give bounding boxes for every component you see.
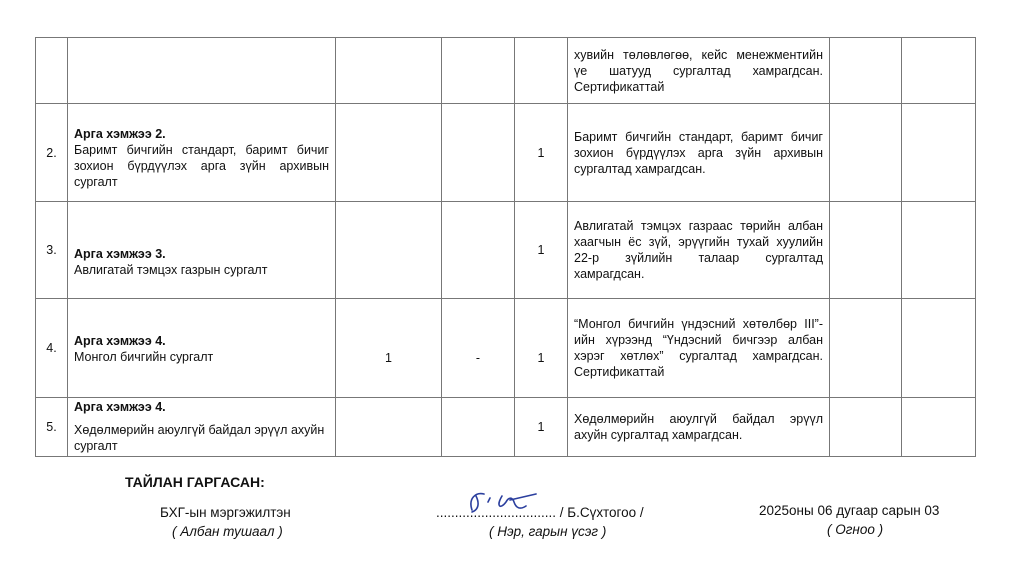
- empty-cell: [830, 38, 902, 104]
- value-cell: [336, 104, 442, 202]
- activity-cell: [68, 398, 336, 457]
- empty-cell: [830, 299, 902, 398]
- activity-title: Арга хэмжээ 3.: [74, 247, 166, 261]
- activity-cell: [68, 38, 336, 104]
- table-row: [36, 202, 976, 299]
- position-text: БХГ-ын мэргэжилтэн: [160, 505, 291, 520]
- row-number: [36, 38, 68, 104]
- row-number: 5.: [36, 398, 68, 457]
- position-label: ( Албан тушаал ): [172, 524, 283, 539]
- report-date: 2025оны 06 дугаар сарын 03: [759, 503, 940, 518]
- activity-description: Авлигатай тэмцэх газрын сургалт: [74, 263, 268, 277]
- value-cell: 1: [515, 398, 568, 457]
- table-row: [36, 104, 976, 202]
- result-cell: Баримт бичгийн стандарт, баримт бичиг зохион бүрдүүлэх арга зүйн архивын сургалтад хамрагдсан.: [568, 104, 830, 202]
- value-cell: [442, 104, 515, 202]
- table-row: [36, 398, 976, 457]
- activity-description: Хөдөлмөрийн аюулгүй байдал эрүүл ахуйн сургалт: [74, 423, 325, 453]
- signature-label: ( Нэр, гарын үсэг ): [489, 524, 607, 539]
- row-number: 4.: [36, 299, 68, 398]
- value-cell: [442, 398, 515, 457]
- activity-cell: [68, 202, 336, 299]
- report-table: [35, 37, 976, 457]
- value-cell: 1: [515, 104, 568, 202]
- report-by-heading: ТАЙЛАН ГАРГАСАН:: [125, 474, 265, 490]
- activity-cell: [68, 104, 336, 202]
- value-cell: 1: [515, 202, 568, 299]
- empty-cell: [902, 38, 976, 104]
- value-cell: [336, 38, 442, 104]
- empty-cell: [902, 299, 976, 398]
- activity-description: Монгол бичгийн сургалт: [74, 350, 214, 364]
- date-label: ( Огноо ): [827, 522, 884, 537]
- result-cell: “Монгол бичгийн үндэсний хөтөлбөр III”-ийн хүрээнд “Үндэсний бичгээр албан хэрэг хөтлөх” сургалтад хамрагдсан. Сертификаттай: [568, 299, 830, 398]
- row-number: 3.: [36, 202, 68, 299]
- table-row: [36, 38, 976, 104]
- activity-title: Арга хэмжээ 4.: [74, 400, 166, 414]
- result-cell: Хөдөлмөрийн аюулгүй байдал эрүүл ахуйн сургалтад хамрагдсан.: [568, 398, 830, 457]
- signature-line: ................................ / Б.Сүхтогоо /: [436, 505, 644, 520]
- value-cell: [336, 398, 442, 457]
- empty-cell: [830, 104, 902, 202]
- activity-cell: [68, 299, 336, 398]
- result-cell: хувийн төлөвлөгөө, кейс менежментийн үе шатууд сургалтад хамрагдсан. Сертификаттай: [568, 38, 830, 104]
- empty-cell: [830, 398, 902, 457]
- empty-cell: [902, 398, 976, 457]
- value-cell: 1: [515, 299, 568, 398]
- table-row: [36, 299, 976, 398]
- activity-description: Баримт бичгийн стандарт, баримт бичиг зохион бүрдүүлэх арга зүйн архивын сургалт: [74, 142, 329, 189]
- value-cell: -: [442, 299, 515, 398]
- row-number: 2.: [36, 104, 68, 202]
- activity-title: Арга хэмжээ 2.: [74, 126, 166, 141]
- empty-cell: [830, 202, 902, 299]
- value-cell: [442, 38, 515, 104]
- result-cell: Авлигатай тэмцэх газраас төрийн албан хаагчын ёс зүй, эрүүгийн тухай хуулийн 22-р зүйлийн талаар сургалтад хамрагдсан.: [568, 202, 830, 299]
- activity-title: Арга хэмжээ 4.: [74, 334, 166, 348]
- value-cell: [515, 38, 568, 104]
- value-cell: 1: [336, 299, 442, 398]
- empty-cell: [902, 104, 976, 202]
- value-cell: [442, 202, 515, 299]
- value-cell: [336, 202, 442, 299]
- empty-cell: [902, 202, 976, 299]
